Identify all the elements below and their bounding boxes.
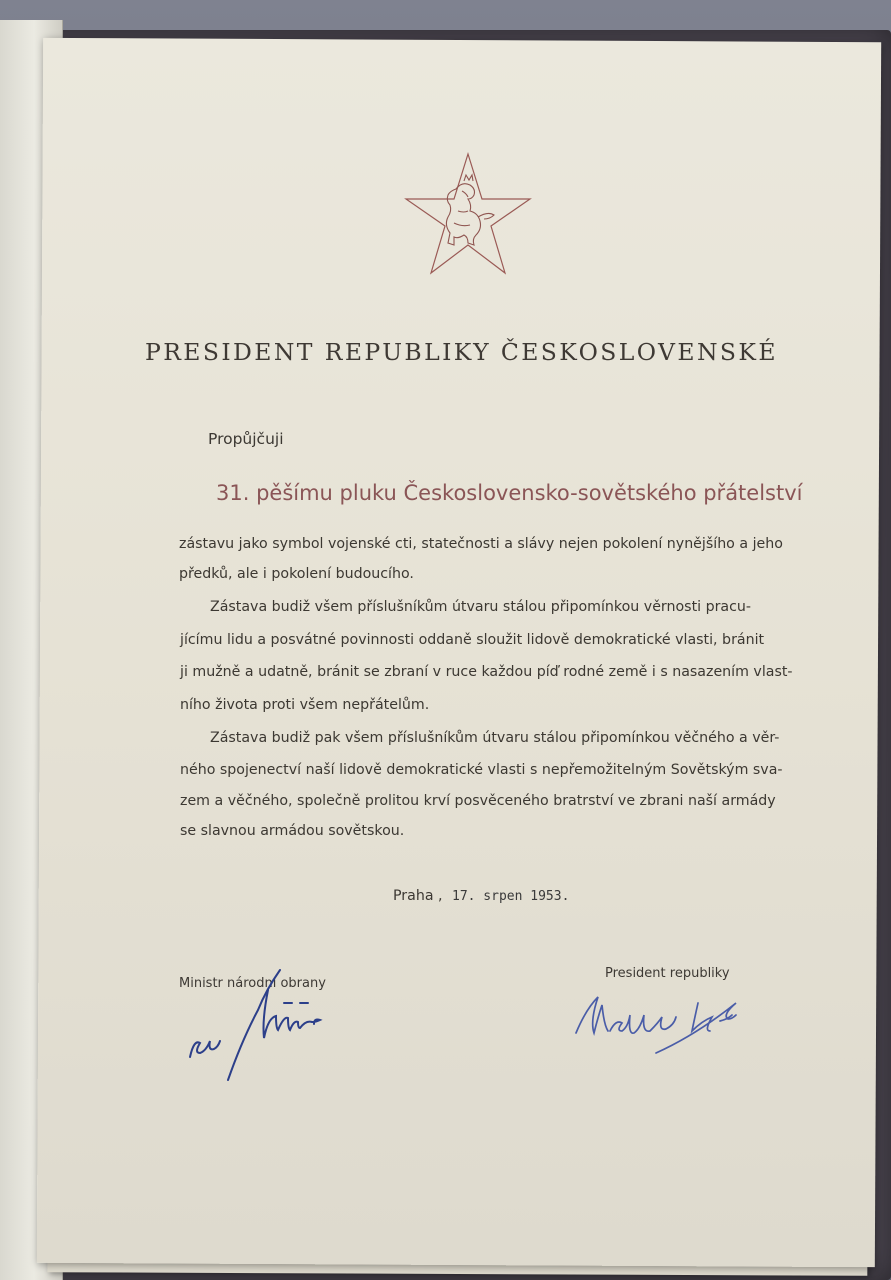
paragraph3-line4: se slavnou armádou sovětskou.: [180, 823, 405, 839]
signatory-left-title: Ministr národní obrany: [179, 976, 326, 991]
paragraph2-line3: ji mužně a udatně, bránit se zbraní v ruce každou píď rodné země i s nasazením vlast-: [180, 664, 793, 680]
lion-icon: [446, 175, 494, 245]
paragraph3-line2: ného spojenectví naší lidově demokratické vlasti s nepřemožitelným Sovětským sva-: [180, 762, 783, 778]
star-emblem-icon: [404, 151, 532, 279]
recipient-unit: 31. pěšímu pluku Československo-sovětského přátelství: [216, 481, 803, 505]
paragraph1-line1: zástavu jako symbol vojenské cti, statečnosti a slávy nejen pokolení nynějšího a jeho: [179, 536, 783, 552]
president-signature: [570, 985, 750, 1065]
paragraph1-line2: předků, ale i pokolení budoucího.: [179, 566, 414, 582]
paragraph3-line1: Zástava budiž pak všem příslušníkům útvaru stálou připomínkou věčného a věr-: [210, 730, 780, 746]
place: Praha ,: [393, 888, 443, 904]
document-heading: PRESIDENT REPUBLIKY ČESKOSLOVENSKÉ: [145, 338, 778, 366]
grant-verb: Propůjčuji: [208, 430, 284, 448]
date: 17. srpen 1953.: [452, 889, 570, 904]
paragraph2-line4: ního života proti všem nepřátelům.: [180, 697, 430, 713]
signatory-right-title: President republiky: [605, 966, 730, 981]
minister-signature: [180, 965, 350, 1085]
paragraph3-line3: zem a věčného, společně prolitou krví posvěceného bratrství ve zbrani naší armády: [180, 793, 776, 809]
paragraph2-line2: jícímu lidu a posvátné povinnosti oddaně sloužit lidově demokratické vlasti, bránit: [180, 632, 765, 648]
paragraph2-line1: Zástava budiž všem příslušníkům útvaru stálou připomínkou věrnosti pracu-: [210, 599, 752, 615]
